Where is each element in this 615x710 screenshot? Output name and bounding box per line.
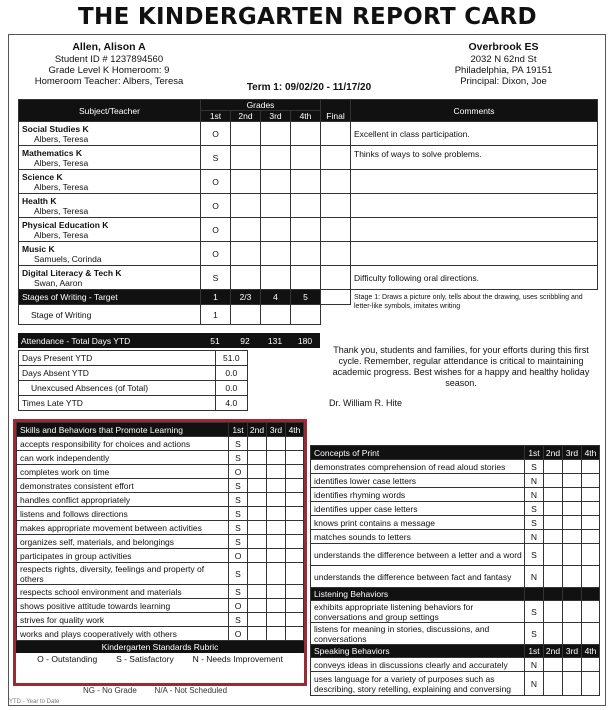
subject-row bbox=[19, 218, 598, 242]
writing-target-4: 5 bbox=[291, 290, 321, 305]
grade-cell: N bbox=[525, 672, 544, 696]
subject-row bbox=[19, 194, 598, 218]
period-2-header: 2nd bbox=[544, 645, 563, 658]
skill-row bbox=[17, 627, 304, 641]
attendance-label: Attendance - Total Days YTD bbox=[18, 333, 200, 348]
homeroom-teacher: Homeroom Teacher: Albers, Teresa bbox=[34, 76, 184, 87]
period-4-header: 4th bbox=[582, 645, 600, 658]
subject-comment bbox=[351, 170, 598, 194]
attendance-row bbox=[19, 381, 248, 396]
subject-row bbox=[19, 266, 598, 290]
grade-cell: O bbox=[201, 122, 231, 146]
subject-row bbox=[19, 170, 598, 194]
attendance-row-value: 0.0 bbox=[215, 366, 247, 381]
grades-header: Grades bbox=[201, 100, 321, 111]
grade-cell: S bbox=[525, 460, 544, 474]
skill-label: respects rights, diversity, feelings and property of others bbox=[17, 563, 229, 585]
grade-cell: N bbox=[525, 530, 544, 544]
skill-row bbox=[17, 599, 304, 613]
skills-highlight-frame bbox=[13, 419, 307, 686]
print-skill: identifies upper case letters bbox=[311, 502, 525, 516]
subject-teacher: Albers, Teresa bbox=[34, 133, 89, 144]
skill-label: participates in group activities bbox=[17, 549, 229, 563]
grade-cell: S bbox=[229, 479, 248, 493]
print-skill: demonstrates comprehension of read aloud stories bbox=[311, 460, 525, 474]
writing-stage-label: Stage of Writing bbox=[19, 305, 201, 325]
listening-skill: exhibits appropriate listening behaviors for conversations and group settings bbox=[311, 601, 525, 623]
subject-name: Science K bbox=[22, 171, 63, 182]
student-name: Allen, Alison A bbox=[72, 41, 146, 53]
skills-header: Skills and Behaviors that Promote Learning bbox=[17, 423, 229, 437]
print-row bbox=[311, 488, 600, 502]
grade-cell: O bbox=[229, 599, 248, 613]
grade-cell: N bbox=[525, 488, 544, 502]
skill-row bbox=[17, 521, 304, 535]
grade-cell: S bbox=[201, 146, 231, 170]
period-3-header: 3rd bbox=[261, 111, 291, 122]
comments-header: Comments bbox=[351, 100, 598, 122]
attendance-row bbox=[19, 351, 248, 366]
skill-label: can work independently bbox=[17, 451, 229, 465]
print-skill: identifies lower case letters bbox=[311, 474, 525, 488]
skill-row bbox=[17, 493, 304, 507]
subject-comment: Thinks of ways to solve problems. bbox=[351, 146, 598, 170]
grade-cell: O bbox=[229, 627, 248, 641]
period-2-header: 2nd bbox=[544, 446, 563, 460]
speaking-skill: conveys ideas in discussions clearly and accurately bbox=[311, 658, 525, 672]
skill-row bbox=[17, 465, 304, 479]
subject-comment: Difficulty following oral directions. bbox=[351, 266, 598, 290]
attendance-message: Thank you, students and families, for your efforts during this first cycle. Remember, regular attendance is critical to maintaining academic progress. Best wishes for a happy and healthy holiday season. bbox=[332, 345, 590, 388]
grade-cell: S bbox=[525, 544, 544, 566]
print-skill: understands the difference between a letter and a word bbox=[311, 544, 525, 566]
signature: Dr. William R. Hite bbox=[329, 398, 403, 408]
subject-row bbox=[19, 122, 598, 146]
grade-cell: S bbox=[201, 266, 231, 290]
grade-cell: S bbox=[229, 437, 248, 451]
writing-target-2: 2/3 bbox=[231, 290, 261, 305]
grade-cell: S bbox=[229, 563, 248, 585]
skill-row bbox=[17, 451, 304, 465]
attendance-row-label: Days Absent YTD bbox=[19, 366, 216, 381]
concepts-of-print-header: Concepts of Print bbox=[311, 446, 525, 460]
period-2-header: 2nd bbox=[231, 111, 261, 122]
skill-row bbox=[17, 563, 304, 585]
skill-label: strives for quality work bbox=[17, 613, 229, 627]
subject-comment bbox=[351, 218, 598, 242]
skill-label: listens and follows directions bbox=[17, 507, 229, 521]
print-row bbox=[311, 530, 600, 544]
grade-cell: S bbox=[229, 613, 248, 627]
grade-cell: O bbox=[229, 465, 248, 479]
print-skill: understands the difference between fact and fantasy bbox=[311, 566, 525, 588]
skill-row bbox=[17, 613, 304, 627]
print-skill: knows print contains a message bbox=[311, 516, 525, 530]
rubric-title: Kindergarten Standards Rubric bbox=[16, 641, 304, 653]
period-3-header: 3rd bbox=[563, 645, 582, 658]
principal: Principal: Dixon, Joe bbox=[460, 76, 547, 87]
grade-cell: S bbox=[525, 502, 544, 516]
period-3-header: 3rd bbox=[563, 446, 582, 460]
attendance-row bbox=[19, 396, 248, 411]
period-2-header: 2nd bbox=[248, 423, 267, 437]
speaking-header: Speaking Behaviors bbox=[311, 645, 525, 658]
subject-teacher: Albers, Teresa bbox=[34, 205, 89, 216]
period-1-header: 1st bbox=[229, 423, 248, 437]
attendance-table bbox=[18, 350, 248, 411]
grade-cell: O bbox=[201, 170, 231, 194]
skill-row bbox=[17, 437, 304, 451]
speaking-row bbox=[311, 658, 600, 672]
period-1-header: 1st bbox=[201, 111, 231, 122]
grade-cell: S bbox=[229, 493, 248, 507]
rubric-legend-extra: NG - No Grade N/A - Not Scheduled bbox=[82, 686, 228, 695]
subject-name: Health K bbox=[22, 195, 57, 206]
subject-row bbox=[19, 146, 598, 170]
school-name: Overbrook ES bbox=[468, 41, 539, 53]
subject-row bbox=[19, 242, 598, 266]
subject-teacher: Swan, Aaron bbox=[34, 277, 83, 288]
skill-row bbox=[17, 549, 304, 563]
writing-target-3: 4 bbox=[261, 290, 291, 305]
subject-teacher: Albers, Teresa bbox=[34, 181, 89, 192]
skill-label: works and plays cooperatively with others bbox=[17, 627, 229, 641]
attendance-row-label: Days Present YTD bbox=[19, 351, 216, 366]
rubric-legend: O - Outstanding S - Satisfactory N - Needs Improvement bbox=[37, 654, 283, 664]
writing-stage-comment: Stage 1: Draws a picture only, tells about the drawing, uses scribbling and letter-like symbols, imitates writing bbox=[351, 290, 598, 325]
print-row bbox=[311, 566, 600, 588]
period-3-header: 3rd bbox=[267, 423, 286, 437]
subject-name: Mathematics K bbox=[22, 147, 82, 158]
student-id: Student ID # 1237894560 bbox=[54, 54, 164, 65]
attendance-row-label: Unexcused Absences (of Total) bbox=[19, 381, 216, 396]
period-4-header: 4th bbox=[286, 423, 304, 437]
grade-cell: S bbox=[525, 516, 544, 530]
skills-table bbox=[16, 422, 304, 641]
attendance-row bbox=[19, 366, 248, 381]
grade-cell: S bbox=[229, 521, 248, 535]
grade-cell: S bbox=[229, 451, 248, 465]
skill-label: makes appropriate movement between activities bbox=[17, 521, 229, 535]
grade-cell: S bbox=[525, 623, 544, 645]
attendance-total-4: 180 bbox=[290, 333, 320, 348]
attendance-total-3: 131 bbox=[260, 333, 290, 348]
grade-cell: N bbox=[525, 474, 544, 488]
period-4-header: 4th bbox=[582, 446, 600, 460]
grade-cell: O bbox=[229, 549, 248, 563]
skill-label: respects school environment and materials bbox=[17, 585, 229, 599]
attendance-row-value: 0.0 bbox=[215, 381, 247, 396]
skill-label: handles conflict appropriately bbox=[17, 493, 229, 507]
writing-stage-value: 1 bbox=[201, 305, 231, 325]
subject-comment bbox=[351, 242, 598, 266]
skill-label: completes work on time bbox=[17, 465, 229, 479]
grade-cell: O bbox=[201, 242, 231, 266]
subject-name: Digital Literacy & Tech K bbox=[22, 267, 122, 278]
subject-comment bbox=[351, 194, 598, 218]
grades-table bbox=[18, 99, 598, 325]
writing-target-1: 1 bbox=[201, 290, 231, 305]
listening-header: Listening Behaviors bbox=[311, 588, 525, 601]
attendance-row-label: Times Late YTD bbox=[19, 396, 216, 411]
grade-cell: O bbox=[201, 194, 231, 218]
grade-cell: S bbox=[229, 507, 248, 521]
skill-label: shows positive attitude towards learning bbox=[17, 599, 229, 613]
print-skill: identifies rhyming words bbox=[311, 488, 525, 502]
attendance-total-1: 51 bbox=[200, 333, 230, 348]
grade-cell: N bbox=[525, 566, 544, 588]
period-1-header: 1st bbox=[525, 446, 544, 460]
grade-cell: O bbox=[201, 218, 231, 242]
listening-row bbox=[311, 601, 600, 623]
subject-comment: Excellent in class participation. bbox=[351, 122, 598, 146]
subject-teacher: Albers, Teresa bbox=[34, 229, 89, 240]
period-4-header: 4th bbox=[291, 111, 321, 122]
skill-row bbox=[17, 479, 304, 493]
term-dates: Term 1: 09/02/20 - 11/17/20 bbox=[246, 82, 372, 93]
school-address-1: 2032 N 62nd St bbox=[470, 54, 537, 65]
skill-row bbox=[17, 585, 304, 599]
subject-name: Social Studies K bbox=[22, 123, 89, 134]
literacy-table bbox=[310, 445, 600, 696]
skill-label: accepts responsibility for choices and actions bbox=[17, 437, 229, 451]
subject-teacher: Samuels, Corinda bbox=[34, 253, 102, 264]
school-address-2: Philadelphia, PA 19151 bbox=[454, 65, 553, 76]
subject-name: Music K bbox=[22, 243, 55, 254]
print-row bbox=[311, 544, 600, 566]
attendance-row-value: 51.0 bbox=[215, 351, 247, 366]
print-row bbox=[311, 460, 600, 474]
subject-name: Physical Education K bbox=[22, 219, 109, 230]
skill-row bbox=[17, 535, 304, 549]
writing-target-label: Stages of Writing - Target bbox=[19, 290, 201, 305]
print-row bbox=[311, 474, 600, 488]
subject-header: Subject/Teacher bbox=[19, 100, 201, 122]
writing-target-row bbox=[19, 290, 598, 305]
listening-skill: listens for meaning in stories, discussions, and conversations bbox=[311, 623, 525, 645]
skill-label: demonstrates consistent effort bbox=[17, 479, 229, 493]
period-1-header: 1st bbox=[525, 645, 544, 658]
page-heading: THE KINDERGARTEN REPORT CARD bbox=[78, 4, 537, 30]
attendance-row-value: 4.0 bbox=[215, 396, 247, 411]
grade-cell: S bbox=[229, 535, 248, 549]
final-header: Final bbox=[321, 100, 351, 122]
grade-cell: S bbox=[229, 585, 248, 599]
speaking-skill: uses language for a variety of purposes such as describing, story retelling, explaining and conversing bbox=[311, 672, 525, 696]
skill-label: organizes self, materials, and belongings bbox=[17, 535, 229, 549]
print-skill: matches sounds to letters bbox=[311, 530, 525, 544]
grade-cell: N bbox=[525, 658, 544, 672]
listening-row bbox=[311, 623, 600, 645]
attendance-total-2: 92 bbox=[230, 333, 260, 348]
grade-cell: S bbox=[525, 601, 544, 623]
subject-teacher: Albers, Teresa bbox=[34, 157, 89, 168]
footnote: YTD - Year to Date bbox=[9, 699, 60, 705]
skill-row bbox=[17, 507, 304, 521]
grade-level: Grade Level K Homeroom: 9 bbox=[48, 65, 170, 76]
print-row bbox=[311, 502, 600, 516]
print-row bbox=[311, 516, 600, 530]
speaking-row bbox=[311, 672, 600, 696]
